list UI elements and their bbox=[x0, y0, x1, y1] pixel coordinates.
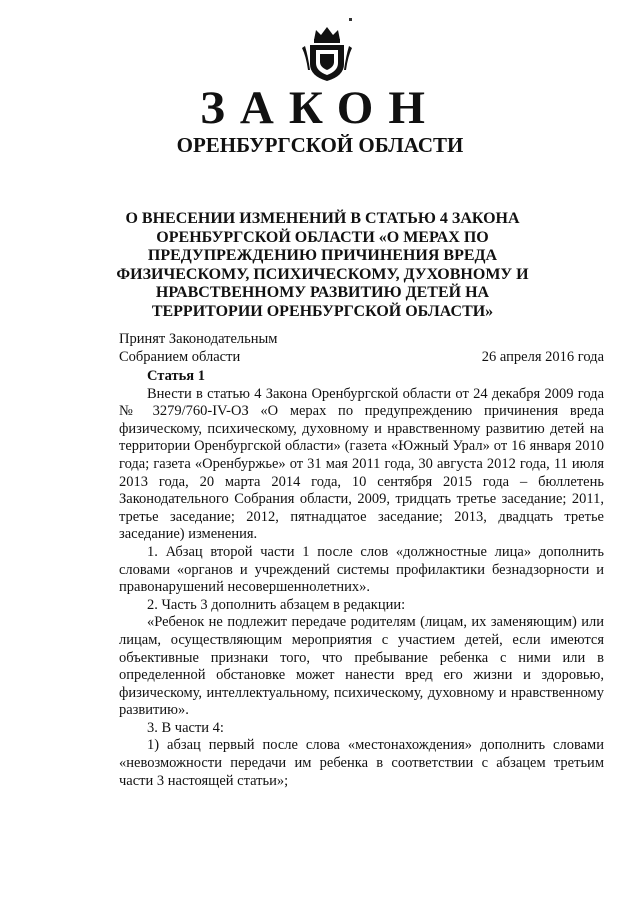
paragraph: 1) абзац первый после слова «местонахождения» дополнить словами «невозможности передачи им ребенка в соответствии с абзацем третьим части 3 настоящей статьи»; bbox=[119, 737, 604, 789]
adoption-line-2: Собранием области bbox=[119, 348, 241, 365]
scan-dot bbox=[349, 18, 352, 21]
adoption-date: 26 апреля 2016 года bbox=[481, 348, 604, 365]
paragraph: 2. Часть 3 дополнить абзацем в редакции: bbox=[147, 596, 406, 613]
adoption-block bbox=[119, 331, 604, 366]
adoption-line-1: Принят Законодательным bbox=[119, 331, 278, 347]
law-title: ЗАКОН bbox=[200, 82, 440, 134]
article-heading: Статья 1 bbox=[147, 368, 205, 384]
coat-of-arms-icon bbox=[300, 26, 354, 82]
paragraph: «Ребенок не подлежит передаче родителям (лицам, их заменяющим) или лицам, осуществляющим мероприятия с участием детей, если имеются объективные признаки того, что пребывание ребенка с ними или в определенной обстановке может нанести вред его жизни и здоровью, физическому, интеллектуальному, психическому, духовному и нравственному развитию». bbox=[119, 614, 604, 719]
article-body bbox=[119, 368, 604, 790]
paragraph: 3. В части 4: bbox=[147, 719, 224, 736]
paragraph: 1. Абзац второй части 1 после слов «должностные лица» дополнить словами «органов и учреждений системы профилактики безнадзорности и правонарушений несовершеннолетних». bbox=[119, 543, 604, 596]
paragraph: Внести в статью 4 Закона Оренбургской области от 24 декабря 2009 года № 3279/760-IV-ОЗ «О мерах по предупреждению причинения вреда физическому, психическому, духовному и нравственному развитию детей на территории Оренбургской области» (газета «Южный Урал» от 16 января 2010 года; газета «Оренбуржье» от 31 мая 2011 года, 30 августа 2012 года, 11 июля 2013 года, 20 марта 2014 года, 10 сентября 2015 года – бюллетень Законодательного Собрания области, 2009, тридцать третье заседание; 2011, третье заседание; 2012, пятнадцатое заседание; 2013, двадцать третье заседание) изменения. bbox=[119, 385, 604, 543]
law-heading: О ВНЕСЕНИИ ИЗМЕНЕНИЙ В СТАТЬЮ 4 ЗАКОНА ОРЕНБУРГСКОЙ ОБЛАСТИ «О МЕРАХ ПО ПРЕДУПРЕЖДЕНИЮ ПРИЧИНЕНИЯ ВРЕДА ФИЗИЧЕСКОМУ, ПСИХИЧЕСКОМУ, ДУХОВНОМУ И НРАВСТВЕННОМУ РАЗВИТИЮ ДЕТЕЙ НА ТЕРРИТОРИИ ОРЕНБУРГСКОЙ ОБЛАСТИ» bbox=[116, 210, 529, 320]
region-title: ОРЕНБУРГСКОЙ ОБЛАСТИ bbox=[176, 133, 464, 157]
